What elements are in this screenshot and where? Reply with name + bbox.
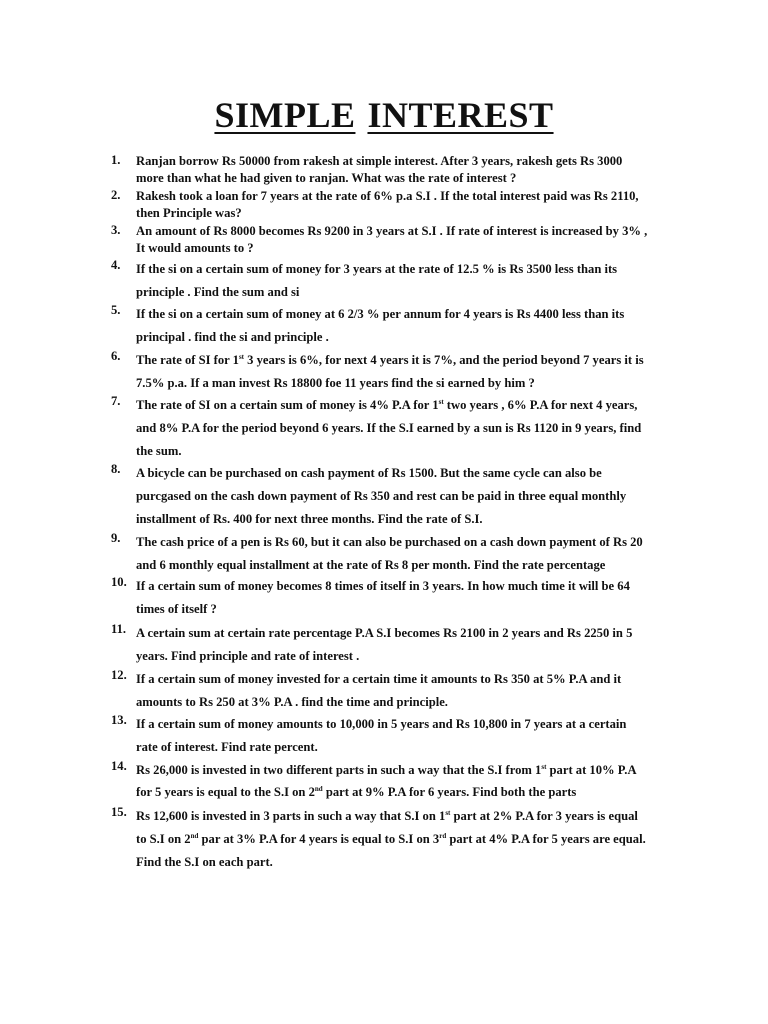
question-line: If the si on a certain sum of money at 6 2/3 % per annum for 4 years is Rs 4400 less than its [136, 307, 625, 321]
question-line: rate of interest. Find rate percent. [136, 740, 318, 754]
question-line: years. Find principle and rate of interest . [136, 649, 360, 663]
question-line: If a certain sum of money becomes 8 times of itself in 3 years. In how much time it will be 64 [136, 579, 630, 593]
question-line: Rakesh took a loan for 7 years at the rate of 6% p.a S.I . If the total interest paid was Rs 2110, [136, 189, 639, 203]
question-line: Rs 26,000 is invested in two different parts in such a way that the S.I from 1st part at 10% P.A [136, 763, 637, 777]
question-text [136, 188, 684, 222]
question-line: installment of Rs. 400 for next three months. Find the rate of S.I. [136, 512, 483, 526]
question-text [136, 713, 684, 759]
question-number: 9. [111, 531, 121, 545]
ordinal-superscript: nd [190, 832, 199, 840]
question-line: more than what he had given to ranjan. What was the rate of interest ? [136, 171, 517, 185]
question-text [136, 462, 684, 531]
question-number: 14. [111, 759, 127, 773]
question-line: A certain sum at certain rate percentage P.A S.I becomes Rs 2100 in 2 years and Rs 2250 in 5 [136, 626, 633, 640]
question-number: 8. [111, 462, 121, 476]
question-line: The cash price of a pen is Rs 60, but it can also be purchased on a cash down payment of Rs 20 [136, 535, 643, 549]
question-text [136, 258, 684, 304]
ordinal-superscript: st [445, 809, 451, 817]
question-line: then Principle was? [136, 206, 242, 220]
ordinal-superscript: rd [439, 832, 447, 840]
ordinal-superscript: st [438, 398, 444, 406]
question-line: for 5 years is equal to the S.I on 2nd part at 9% P.A for 6 years. Find both the parts [136, 785, 577, 799]
question-number: 12. [111, 668, 127, 682]
question-line: principle . Find the sum and si [136, 285, 300, 299]
question-number: 7. [111, 394, 121, 408]
ordinal-superscript: nd [314, 785, 323, 793]
question-text [136, 622, 684, 668]
title-word-1: SIMPLE [214, 95, 356, 135]
title-word-2: INTEREST [367, 95, 554, 135]
question-text [136, 349, 684, 395]
question-line: If a certain sum of money invested for a certain time it amounts to Rs 350 at 5% P.A and it [136, 672, 622, 686]
question-line: Find the S.I on each part. [136, 855, 273, 869]
question-line: 7.5% p.a. If a man invest Rs 18800 foe 11 years find the si earned by him ? [136, 376, 535, 390]
question-line: and 8% P.A for the period beyond 6 years. If the S.I earned by a sun is Rs 1120 in 9 years, find [136, 421, 642, 435]
question-text [136, 759, 684, 803]
question-line: A bicycle can be purchased on cash payment of Rs 1500. But the same cycle can also be [136, 466, 602, 480]
question-line: purcgased on the cash down payment of Rs 350 and rest can be paid in three equal monthly [136, 489, 627, 503]
question-line: amounts to Rs 250 at 3% P.A . find the time and principle. [136, 695, 448, 709]
question-line: to S.I on 2nd par at 3% P.A for 4 years is equal to S.I on 3rd part at 4% P.A for 5 years are equal. [136, 832, 646, 846]
question-number: 10. [111, 575, 127, 589]
question-number: 2. [111, 188, 121, 202]
question-line: principal . find the si and principle . [136, 330, 329, 344]
question-line: Ranjan borrow Rs 50000 from rakesh at simple interest. After 3 years, rakesh gets Rs 3000 [136, 154, 623, 168]
question-number: 15. [111, 805, 127, 819]
question-number: 6. [111, 349, 121, 363]
question-number: 1. [111, 153, 121, 167]
question-number: 13. [111, 713, 127, 727]
ordinal-superscript: st [238, 353, 245, 361]
question-line: the sum. [136, 444, 182, 458]
question-line: times of itself ? [136, 602, 217, 616]
question-line: The rate of SI on a certain sum of money is 4% P.A for 1st two years , 6% P.A for next 4 years, [136, 398, 638, 412]
question-number: 3. [111, 223, 121, 237]
question-line: and 6 monthly equal installment at the rate of Rs 8 per month. Find the rate percentage [136, 558, 606, 572]
question-line: Rs 12,600 is invested in 3 parts in such a way that S.I on 1st part at 2% P.A for 3 years is equal [136, 809, 638, 823]
question-number: 4. [111, 258, 121, 272]
question-number: 11. [111, 622, 127, 636]
question-line: An amount of Rs 8000 becomes Rs 9200 in 3 years at S.I . If rate of interest is increased by 3% , [136, 224, 648, 238]
question-text [136, 531, 684, 577]
question-text [136, 575, 684, 621]
question-text [136, 303, 684, 349]
question-text [136, 805, 684, 874]
question-text [136, 223, 684, 257]
question-text [136, 668, 684, 714]
question-line: It would amounts to ? [136, 241, 254, 255]
question-text [136, 153, 684, 187]
page-title [0, 94, 768, 136]
question-line: If a certain sum of money amounts to 10,000 in 5 years and Rs 10,800 in 7 years at a certain [136, 717, 627, 731]
question-text [136, 394, 684, 463]
ordinal-superscript: st [541, 763, 547, 771]
question-line: If the si on a certain sum of money for 3 years at the rate of 12.5 % is Rs 3500 less than its [136, 262, 618, 276]
question-number: 5. [111, 303, 121, 317]
question-line: The rate of SI for 1st 3 years is 6%, for next 4 years it is 7%, and the period beyond 7 years it is [136, 353, 644, 367]
